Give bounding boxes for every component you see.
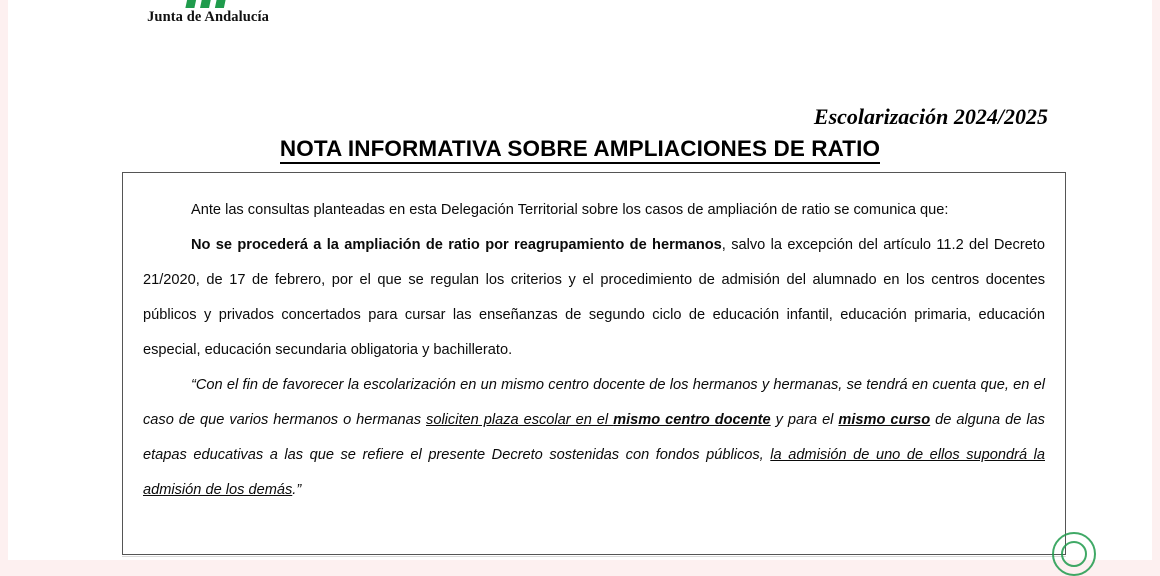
paragraph-decree-quote [143,368,1045,508]
quote-part-4: y para el [770,412,839,428]
paragraph-no-ampliacion-rest: , salvo la excepción del artículo 11.2 del Decreto 21/2020, de 17 de febrero, por el que se regulan los criterios y el procedimiento de admisión del alumnado en los centros docentes públicos y privados concertados para cursar las enseñanzas de segundo ciclo de educación infantil, educación primaria, educación especial, educación secundaria obligatoria y bachillerato. [143,237,1045,358]
junta-logo-block [108,0,308,26]
quote-close-mark: .” [292,482,302,498]
page-title [8,136,1152,162]
quote-mismo-curso: mismo curso [838,412,931,428]
quote-part-6: de alguna de las etapas educativas a las que se refiere el presente Decreto sostenidas con fondos públicos, [143,412,1045,463]
paragraph-no-ampliacion-bold: No se procederá a la ampliación de ratio por reagrupamiento de hermanos [191,237,722,253]
document-header [8,0,1152,46]
quote-mismo-centro-docente: mismo centro docente [613,412,771,428]
quote-part-2-underlined: soliciten plaza escolar en el [426,412,614,428]
notice-body-box [122,172,1066,555]
canvas-edge-left [0,0,8,560]
junta-shield-icon [186,0,230,8]
quote-open-mark: “ [191,377,196,393]
quote-part-7-underlined: la admisión de uno de ellos supondrá la admisión de los demás [143,447,1045,498]
paragraph-no-ampliacion [143,228,1045,368]
paragraph-intro: Ante las consultas planteadas en esta Delegación Territorial sobre los casos de ampliación de ratio se comunica que: [191,202,949,218]
official-seal-icon [1052,532,1096,576]
page-title-text: NOTA INFORMATIVA SOBRE AMPLIACIONES DE RATIO [280,136,880,164]
school-year-label: Escolarización 2024/2025 [813,104,1048,129]
quote-part-1: Con el fin de favorecer la escolarización en un mismo centro docente de los hermanos y hermanas, se tendrá en cuenta que, en el caso de que varios hermanos o hermanas [143,377,1045,428]
canvas-edge-right [1152,0,1160,560]
document-page [8,0,1152,560]
footer-divider [122,556,1066,557]
junta-logo-label: Junta de Andalucía [147,9,269,25]
